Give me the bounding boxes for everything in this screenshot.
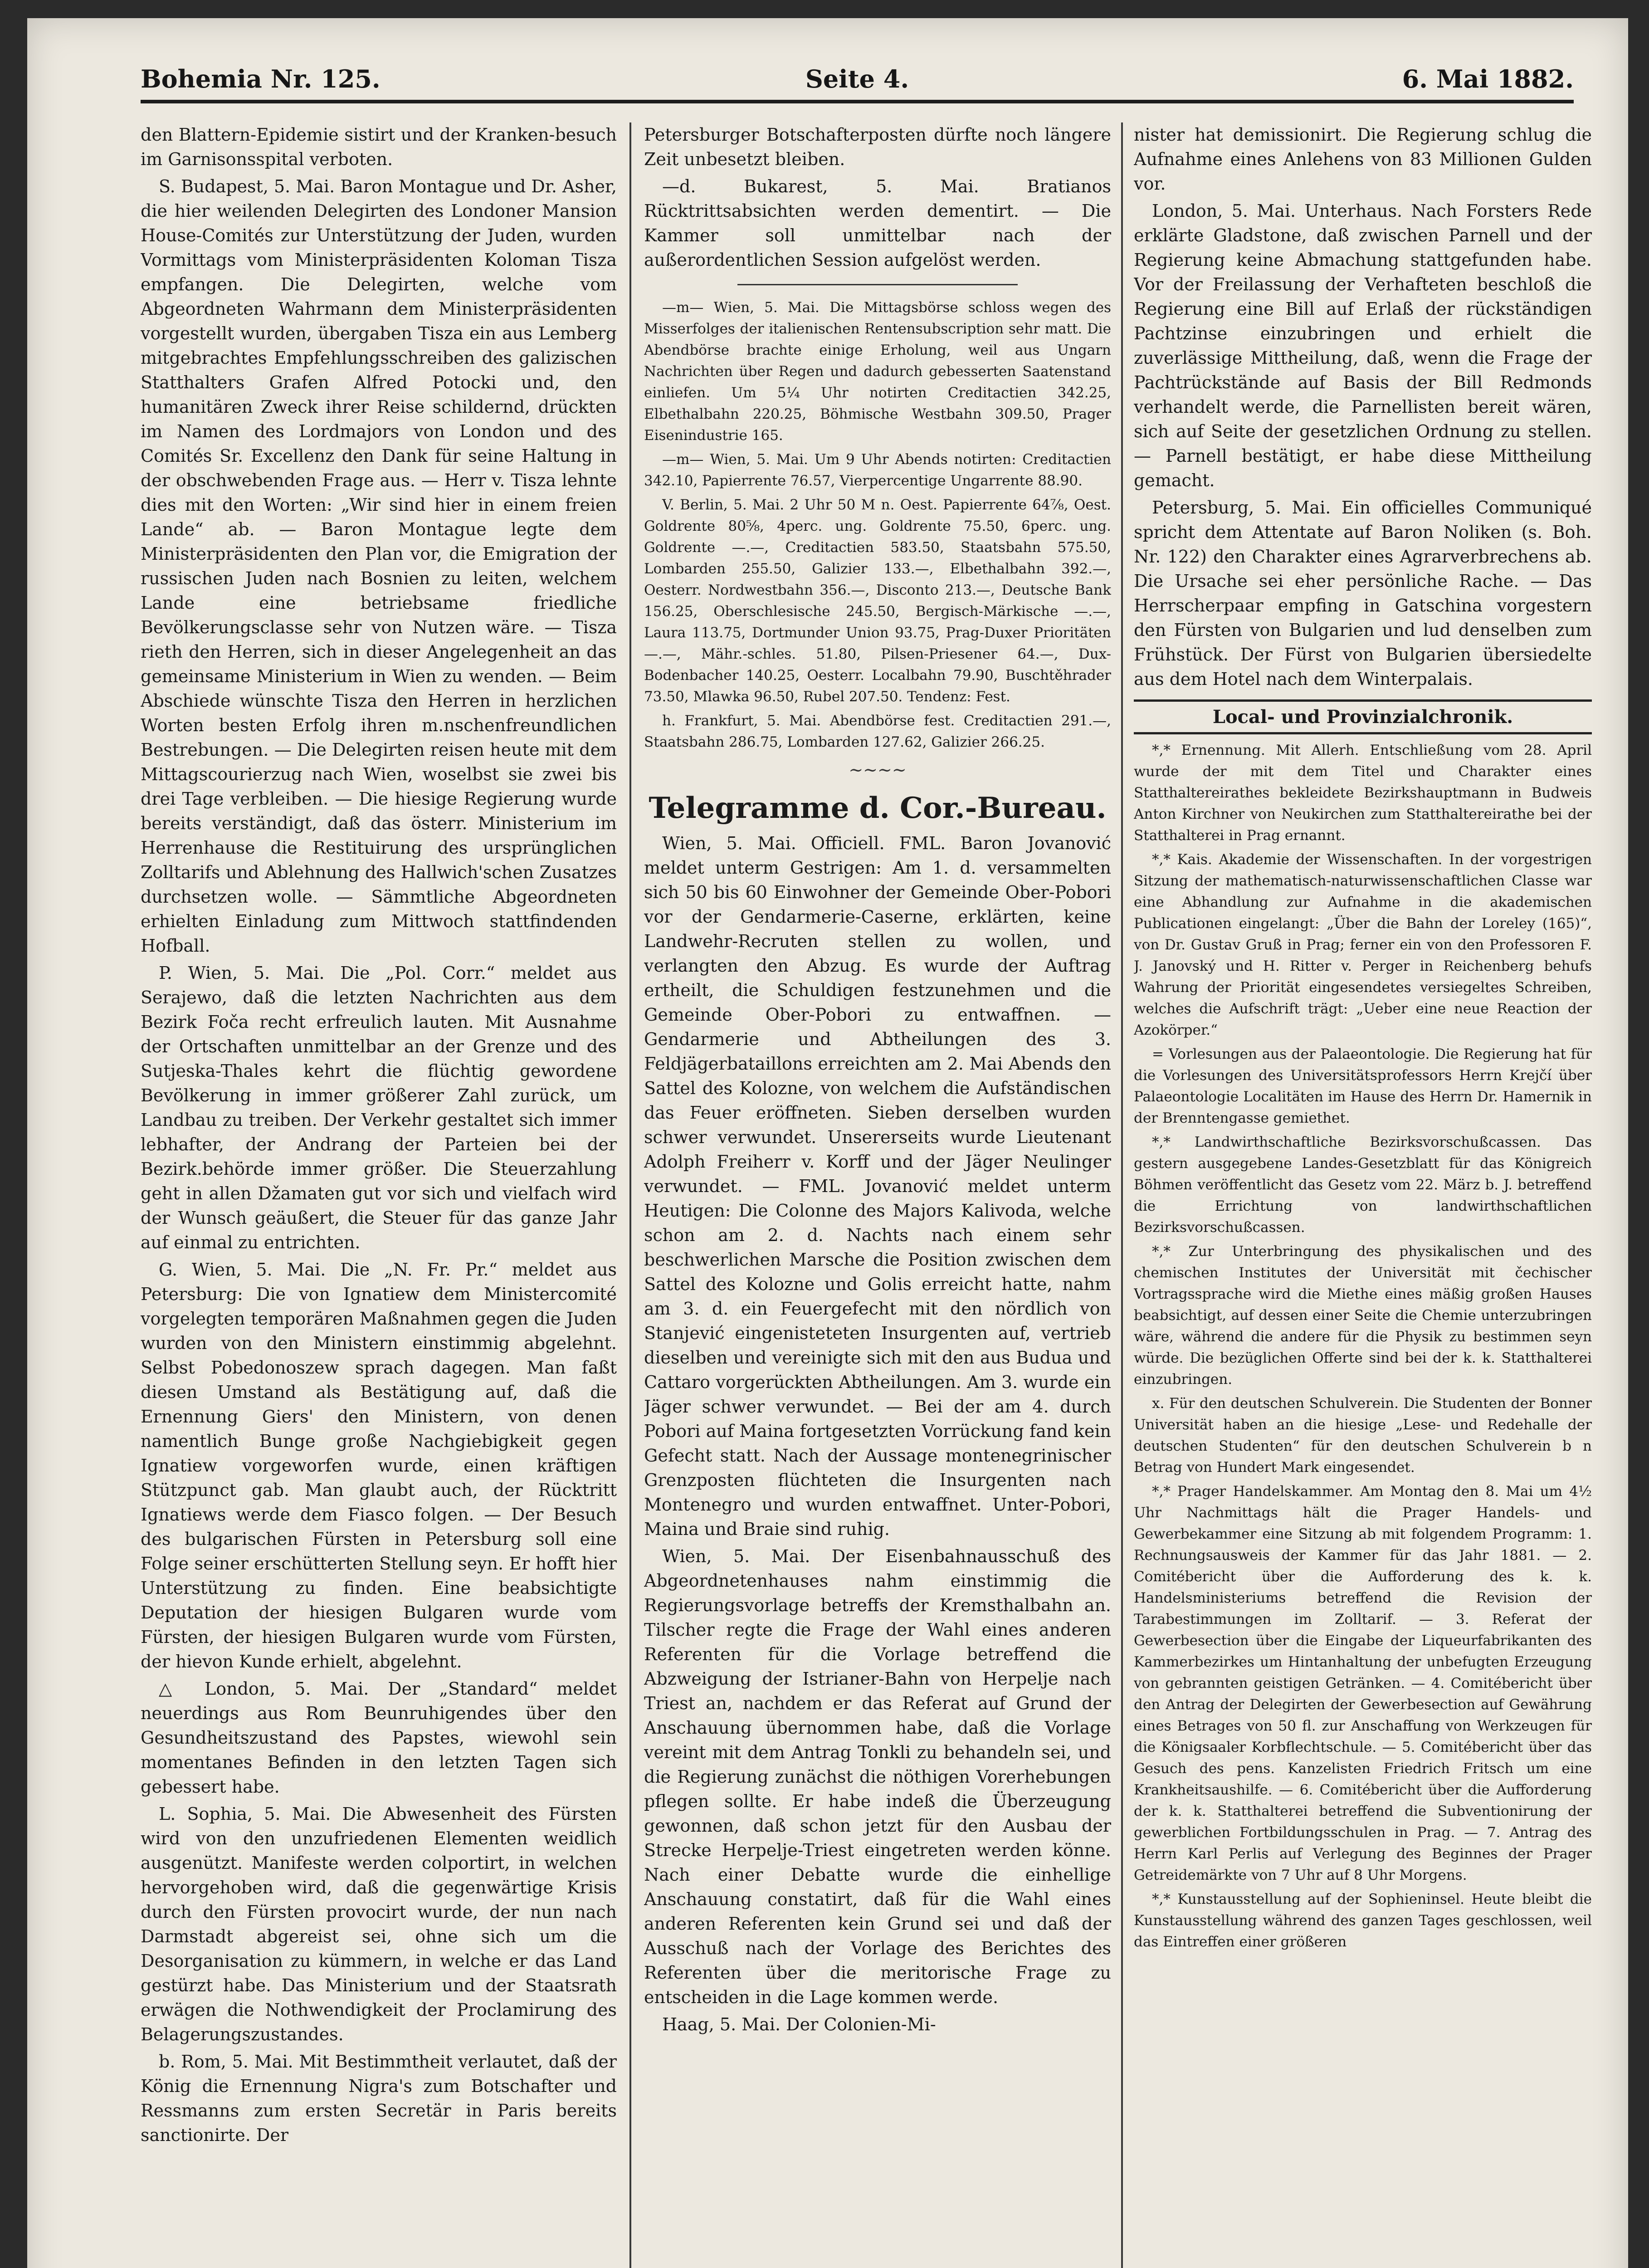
- local-news-item: = Vorlesungen aus der Palaeontologie. Die Regierung hat für die Vorlesungen des Universitätsprofessors Herrn Krejčí über Palaeontologie Localitäten im Hause des Herrn Dr. Hamernik in der Brenntengasse gemiethet.: [1134, 1046, 1592, 1126]
- header-date: 6. Mai 1882.: [1402, 64, 1574, 93]
- column-3: [1134, 122, 1592, 2268]
- local-news-item: *,* Kunstausstellung auf der Sophieninsel. Heute bleibt die Kunstausstellung während des ganzen Tages geschlossen, weil das Eintreffen einer größeren: [1134, 1891, 1592, 1950]
- column-1: [141, 122, 617, 2268]
- column-rule: [1121, 122, 1123, 2268]
- article-wien-pol-corr: P. Wien, 5. Mai. Die „Pol. Corr.“ meldet aus Serajewo, daß die letzten Nachrichten aus dem Bezirk Foča recht erfreulich lauten. Mit Ausnahme der Ortschaften unmittelbar an der Grenze und des Sutjeska-Thales kehrt die flüchtig gewordene Bevölkerung in immer größerer Zahl zurück, um Landbau zu treiben. Der Verkehr gestaltet sich immer lebhafter, der Andrang der Parteien bei der Bezirk.behörde immer größer. Die Steuerzahlung geht in allen Džamaten gut vor sich und vielfach wird der Wunsch geäußert, die Steuer für das ganze Jahr auf einmal zu entrichten.: [141, 963, 617, 1252]
- newspaper-page: [27, 18, 1628, 2268]
- page-header: [141, 50, 1574, 103]
- market-report: —m— Wien, 5. Mai. Um 9 Uhr Abends notirten: Creditactien 342.10, Papierrente 76.57, Vierpercentige Ungarrente 88.90.: [644, 451, 1111, 489]
- article-petersburg: Petersburg, 5. Mai. Ein officielles Communiqué spricht dem Attentate auf Baron Noliken (s. Boh. Nr. 122) den Charakter eines Agrarverbrechens ab. Die Ursache sei eher persönliche Rache. — Das Herrscherpaar empfing in Gatschina vorgestern den Fürsten von Bulgarien und lud denselben zum Frühstück. Der Fürst von Bulgarien übersiedelte aus dem Hotel nach dem Winterpalais.: [1134, 498, 1592, 689]
- article-london-unterhaus: London, 5. Mai. Unterhaus. Nach Forsters Rede erklärte Gladstone, daß zwischen Parnell und der Regierung keine Abmachung stattgefunden habe. Vor der Freilassung der Verhafteten beschloß die Regierung eine Bill auf Erlaß der rückständigen Pachtzinse einzubringen und erhielt die zuverlässige Mittheilung, daß, wenn die Frage der Pachtrückstände auf Basis der Bill Redmonds verhandelt werde, die Parnellisten bereit wären, sich auf Seite der gesetzlichen Ordnung zu stellen. — Parnell bestätigt, er habe diese Mittheilung gemacht.: [1134, 201, 1592, 490]
- article-rom: b. Rom, 5. Mai. Mit Bestimmtheit verlautet, daß der König die Ernennung Nigra's zum Botschafter und Ressmanns zum ersten Secretär in Paris bereits sanctionirte. Der: [141, 2052, 617, 2145]
- telegram: Haag, 5. Mai. Der Colonien-Mi-: [662, 2014, 936, 2034]
- article-london: △ London, 5. Mai. Der „Standard“ meldet neuerdings aus Rom Beunruhigendes über den Gesundheitszustand des Papstes, wiewohl sein momentanes Befinden in den letzten Tagen sich gebessert habe.: [141, 1679, 617, 1797]
- local-news-item: *,* Ernennung. Mit Allerh. Entschließung vom 28. April wurde der mit dem Titel und Charakter eines Statthaltereirathes bekleidete Bezirkshauptmann in Budweis Anton Kirchner von Neukirchen zum Statthaltereirathe bei der Statthalterei in Prag ernannt.: [1134, 742, 1592, 844]
- telegram: Wien, 5. Mai. Der Eisenbahnausschuß des Abgeordnetenhauses nahm einstimmig die Regierungsvorlage betreffs der Kremsthalbahn an. Tilscher regte die Frage der Wahl eines anderen Referenten für die Vorlage betreffend die Abzweigung der Istrianer-Bahn von Herpelje nach Triest an, nachdem er das Referat auf Grund der Anschauung übernommen habe, daß die Vorlage vereint mit dem Antrag Tonkli zu behandeln sei, und die Regierung zunächst die nöthigen Vorerhebungen pflegen sollte. Er habe indeß die Überzeugung gewonnen, daß schon jetzt für den Ausbau der Strecke Herpelje-Triest eingetreten werden könne. Nach einer Debatte wurde die einhellige Anschauung constatirt, daß für die Wahl eines anderen Referenten kein Grund sei und daß der Ausschuß nach der Vorlage des Berichtes des Referenten über die meritorische Frage zu entscheiden in die Lage kommen werde.: [644, 1546, 1111, 2007]
- header-page-number: Seite 4.: [805, 64, 909, 93]
- divider-ornament: ~~~~: [849, 760, 907, 780]
- telegram: Wien, 5. Mai. Officiell. FML. Baron Jovanović meldet unterm Gestrigen: Am 1. d. versammelten sich 50 bis 60 Einwohner der Gemeinde Ober-Pobori vor der Gendarmerie-Caserne, erklärten, keine Landwehr-Recruten stellen zu wollen, und verlangten den Abzug. Es wurde der Auftrag ertheilt, die Schuldigen festzunehmen und die Gemeinde Ober-Pobori zu entwaffnen. — Gendarmerie und Abtheilungen des 3. Feldjägerbataillons erreichten am 2. Mai Abends den Sattel des Kolozne, von welchem die Aufständischen das Feuer eröffneten. Sieben derselben wurden schwer verwundet. Unsererseits wurde Lieutenant Adolph Freiherr v. Korff und der Jäger Neulinger verwundet. — FML. Jovanović meldet unterm Heutigen: Die Colonne des Majors Kalivoda, welche schon am 2. d. Nachts nach einem sehr beschwerlichen Marsche die Position zwischen dem Sattel des Kolozne und Golis erreicht hatte, nahm am 3. d. ein Feuergefecht mit den nördlich von Stanjević eingenisteteten Insurgenten auf, vertrieb dieselben und vereinigte sich mit den aus Budua und Cattaro vorgerückten Abtheilungen. Am 3. wurde ein Jäger schwer verwundet. — Bei der am 4. durch Pobori auf Maina fortgesetzten Vorrückung fand kein Gefecht statt. Nach der Aussage montenegrinischer Grenzposten flüchteten die Insurgenten nach Montenegro und wurden entwaffnet. Unter-Pobori, Maina und Braie sind ruhig.: [644, 833, 1111, 1539]
- local-news-item: *,* Landwirthschaftliche Bezirksvorschußcassen. Das gestern ausgegebene Landes-Gesetzblatt für das Königreich Böhmen veröffentlicht das Gesetz vom 22. März b. J. betreffend die Errichtung von landwirthschaftlichen Bezirksvorschußcassen.: [1134, 1134, 1592, 1236]
- article-bukarest: —d. Bukarest, 5. Mai. Bratianos Rücktrittsabsichten werden dementirt. — Die Kammer soll unmittelbar nach der außerordentlichen Session aufgelöst werden.: [644, 176, 1111, 270]
- article-wien-nfp: G. Wien, 5. Mai. Die „N. Fr. Pr.“ meldet aus Petersburg: Die von Ignatiew dem Ministercomité vorgelegten temporären Maßnahmen gegen die Juden wurden von den Ministern einstimmig abgelehnt. Selbst Pobedonoszew sprach dagegen. Man faßt diesen Umstand als Bestätigung auf, daß die Ernennung Giers' den Ministern, von denen namentlich Bunge große Nachgiebigkeit gegen Ignatiew vorgeworfen wurde, einen kräftigen Stützpunct gab. Man glaubt auch, der Rücktritt Ignatiews werde dem Fiasco folgen. — Der Besuch des bulgarischen Fürsten in Petersburg soll eine Folge seiner erschütterten Stellung seyn. Er hofft hier Unterstützung zu finden. Eine beabsichtigte Deputation der hiesigen Bulgaren wurde vom Fürsten, der hiesigen Bulgaren wurde vom Fürsten, der hievon Kunde erhielt, abgelehnt.: [141, 1260, 617, 1672]
- market-report: V. Berlin, 5. Mai. 2 Uhr 50 M n. Oest. Papierrente 64⅞, Oest. Goldrente 80⅝, 4perc. ung. Goldrente 75.50, 6perc. ung. Goldrente —.—, Creditactien 583.50, Staatsbahn 575.50, Lombarden 255.50, Galizier 133.—, Elbethalbahn 392.—, Oesterr. Nordwestbahn 356.—, Disconto 213.—, Deutsche Bank 156.25, Oberschlesische 245.50, Bergisch-Märkische —.—, Laura 113.75, Dortmunder Union 93.75, Prag-Duxer Prioritäten —.—, Mähr.-schles. 51.80, Pilsen-Priesener 64.—, Dux-Bodenbacher 140.25, Oesterr. Localbahn 79.90, Buschtěhrader 73.50, Mlawka 96.50, Rubel 207.50. Tendenz: Fest.: [644, 497, 1111, 705]
- local-news-item: x. Für den deutschen Schulverein. Die Studenten der Bonner Universität haben an die hiesige „Lese- und Redehalle der deutschen Studenten“ für den deutschen Schulverein b n Betrag von Hundert Mark eingesendet.: [1134, 1395, 1592, 1476]
- market-report: h. Frankfurt, 5. Mai. Abendbörse fest. Creditactien 291.—, Staatsbahn 286.75, Lombarden 127.62, Galizier 266.25.: [644, 713, 1111, 750]
- local-news-item: *,* Kais. Akademie der Wissenschaften. In der vorgestrigen Sitzung der mathematisch-naturwissenschaftlichen Classe war eine Abhandlung zur Aufnahme in die akademischen Publicationen eingelangt: „Über die Bahn der Loreley (165)“, von Dr. Gustav Gruß in Prag; ferner ein von den Professoren F. J. Janovský und H. Ritter v. Perger in Reichenberg behufs Wahrung der Priorität eingesendetes versiegeltes Schreiben, welches die Aufschrift trägt: „Ueber eine neue Reaction der Azokörper.“: [1134, 851, 1592, 1038]
- local-news-item: *,* Zur Unterbringung des physikalischen und des chemischen Institutes der Universität mit čechischer Vortragssprache wird die Miethe eines mäßig großen Hauses beabsichtigt, auf dessen einer Seite die Chemie unterzubringen wäre, während die andere für die Physik zu bestimmen seyn würde. Die bezüglichen Offerte sind bei der k. k. Statthalterei einzubringen.: [1134, 1243, 1592, 1388]
- article-budapest: S. Budapest, 5. Mai. Baron Montague und Dr. Asher, die hier weilenden Delegirten des Londoner Mansion House-Comités zur Unterstützung der Juden, wurden Vormittags vom Ministerpräsidenten Koloman Tisza empfangen. Die Delegirten, welche vom Abgeordneten Wahrmann dem Ministerpräsidenten vorgestellt wurden, übergaben Tisza ein aus Lemberg mitgebrachtes Empfehlungsschreiben des galizischen Statthalters Grafen Alfred Potocki und, den humanitären Zweck ihrer Reise schildernd, drückten im Namen des Lordmajors von London und des Comités Sr. Excellenz den Dank für seine Haltung in der obschwebenden Frage aus. — Herr v. Tisza lehnte dies mit den Worten: „Wir sind hier in einem freien Lande“ ab. — Baron Montague legte dem Ministerpräsidenten den Plan vor, die Emigration der russischen Juden nach Bosnien zu leiten, welchem Lande eine betriebsame friedliche Bevölkerungsclasse sehr von Nutzen wäre. — Tisza rieth den Herren, sich in dieser Angelegenheit an das gemeinsame Ministerium in Wien zu wenden. — Beim Abschiede wünschte Tisza den Herren in herzlichen Worten besten Erfolg ihren m.nschenfreundlichen Bestrebungen. — Die Delegirten reisen heute mit dem Mittagscourierzug nach Wien, woselbst sie zwei bis drei Tage verbleiben. — Die hiesige Regierung wurde bereits verständigt, daß das österr. Ministerium im Herrenhause die Restituirung des ursprünglichen Zolltarifs und Ablehnung des Hallwich'schen Zusatzes durchsetzen wolle. — Sämmtliche Abgeordneten erhielten Einladung zum Mittwoch stattfindenden Hofball.: [141, 176, 617, 956]
- article-sophia: L. Sophia, 5. Mai. Die Abwesenheit des Fürsten wird von den unzufriedenen Elementen weidlich ausgenützt. Manifeste werden colportirt, in welchen hervorgehoben wird, daß die gegenwärtige Krisis durch den Fürsten provocirt wurde, der nun nach Darmstadt abgereist sei, ohne sich um die Desorganisation zu kümmern, in welche er das Land gestürzt habe. Das Ministerium und der Staatsrath erwägen die Nothwendigkeit der Proclamirung des Belagerungszustandes.: [141, 1804, 617, 2044]
- local-news-item: *,* Prager Handelskammer. Am Montag den 8. Mai um 4½ Uhr Nachmittags hält die Prager Handels- und Gewerbekammer eine Sitzung ab mit folgendem Programm: 1. Rechnungsausweis der Kammer für das Jahr 1881. — 2. Comitébericht über die Aufforderung des k. k. Handelsministeriums betreffend die Revision der Tarabestimmungen im Zolltarif. — 3. Referat der Gewerbesection über die Eingabe der Liqueurfabrikanten des Kammerbezirkes um Hintanhaltung der unbefugten Erzeugung von gebrannten geistigen Getränken. — 4. Comitébericht über den Antrag der Delegirten der Gewerbesection auf Gewährung eines Betrages von 50 fl. zur Anschaffung von Werkzeugen für die Königsaaler Korbflechtschule. — 5. Comitébericht über das Gesuch des pens. Kanzelisten Friedrich Fritsch um eine Krankheitsaushilfe. — 6. Comitébericht über die Aufforderung der k. k. Statthalterei betreffend die Subventionirung der gewerblichen Fortbildungsschulen in Prag. — 7. Antrag des Herrn Karl Perlis auf Verlegung des Beginnes der Prager Getreidemärkte von 7 Uhr auf 8 Uhr Morgens.: [1134, 1483, 1592, 1883]
- article-paragraph: den Blattern-Epidemie sistirt und der Kranken-besuch im Garnisonsspital verboten.: [141, 125, 617, 169]
- column-2: [644, 122, 1111, 2268]
- section-heading-telegrams: Telegramme d. Cor.-Bureau.: [649, 791, 1107, 825]
- article-paragraph: nister hat demissionirt. Die Regierung schlug die Aufnahme eines Anlehens von 83 Millionen Gulden vor.: [1134, 125, 1592, 194]
- column-rule: [629, 122, 631, 2268]
- divider: [737, 284, 1018, 285]
- article-paragraph: Petersburger Botschafterposten dürfte noch längere Zeit unbesetzt bleiben.: [644, 125, 1111, 169]
- header-issue: Bohemia Nr. 125.: [141, 64, 381, 93]
- market-report: —m— Wien, 5. Mai. Die Mittagsbörse schloss wegen des Misserfolges der italienischen Rentensubscription sehr matt. Die Abendbörse brachte einige Erholung, weil aus Ungarn Nachrichten über Regen und dadurch gebesserten Saatenstand einliefen. Um 5¼ Uhr notirten Creditactien 342.25, Elbethalbahn 220.25, Böhmische Westbahn 309.50, Prager Eisenindustrie 165.: [644, 299, 1111, 444]
- section-heading-local: Local- und Provinzialchronik.: [1134, 699, 1592, 734]
